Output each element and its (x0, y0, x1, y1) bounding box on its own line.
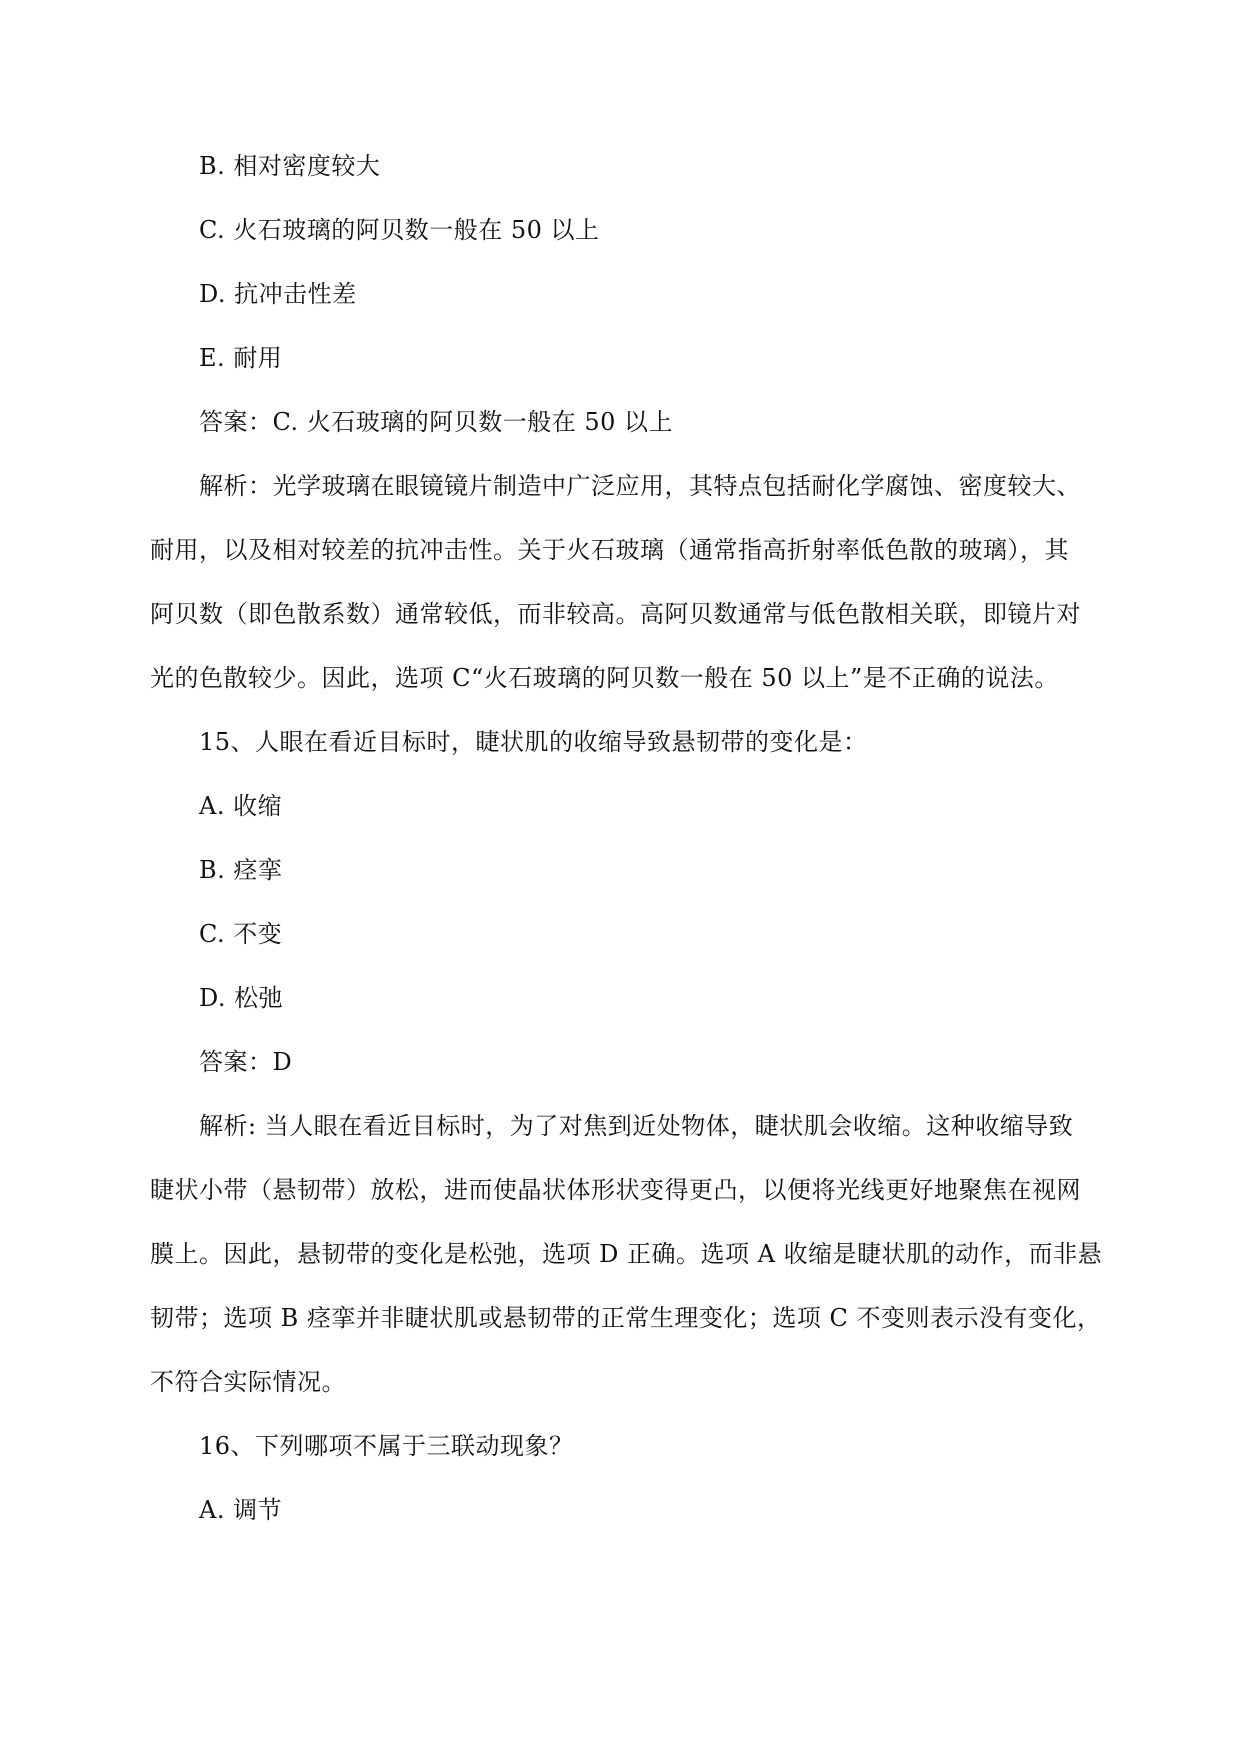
q16-option-a: A. 调节 (199, 1496, 283, 1524)
q15-question: 15、人眼在看近目标时，睫状肌的收缩导致悬韧带的变化是： (199, 728, 868, 756)
q15-analysis-line: 膜上。因此，悬韧带的变化是松弛，选项 D 正确。选项 A 收缩是睫状肌的动作，而非悬 (150, 1240, 1103, 1268)
q15-analysis-line: 韧带；选项 B 痉挛并非睫状肌或悬韧带的正常生理变化；选项 C 不变则表示没有变化， (150, 1304, 1102, 1332)
q15-option-b: B. 痉挛 (199, 856, 283, 884)
q14-option-c: C. 火石玻璃的阿贝数一般在 50 以上 (199, 216, 600, 244)
q14-answer: 答案：C. 火石玻璃的阿贝数一般在 50 以上 (199, 408, 674, 436)
q15-option-c: C. 不变 (199, 920, 283, 948)
q14-analysis-line: 阿贝数（即色散系数）通常较低，而非较高。高阿贝数通常与低色散相关联，即镜片对 (150, 600, 1081, 628)
q15-option-a: A. 收缩 (199, 792, 283, 820)
q14-option-b: B. 相对密度较大 (199, 152, 381, 180)
q15-option-d: D. 松弛 (199, 984, 284, 1012)
q14-analysis-line: 耐用，以及相对较差的抗冲击性。关于火石玻璃（通常指高折射率低色散的玻璃），其 (150, 536, 1069, 564)
q15-analysis-line: 睫状小带（悬韧带）放松，进而使晶状体形状变得更凸，以便将光线更好地聚焦在视网 (150, 1176, 1081, 1204)
q15-analysis-line: 解析: 当人眼在看近目标时，为了对焦到近处物体，睫状肌会收缩。这种收缩导致 (199, 1112, 1074, 1140)
q14-analysis-line: 光的色散较少。因此，选项 C“火石玻璃的阿贝数一般在 50 以上”是不正确的说法。 (150, 664, 1059, 692)
q14-analysis-line: 解析：光学玻璃在眼镜镜片制造中广泛应用，其特点包括耐化学腐蚀、密度较大、 (199, 472, 1081, 500)
q16-question: 16、下列哪项不属于三联动现象？ (199, 1432, 574, 1460)
q15-analysis-line: 不符合实际情况。 (150, 1368, 346, 1396)
q14-option-d: D. 抗冲击性差 (199, 280, 357, 308)
q14-option-e: E. 耐用 (199, 344, 283, 372)
q15-answer: 答案：D (199, 1048, 293, 1076)
